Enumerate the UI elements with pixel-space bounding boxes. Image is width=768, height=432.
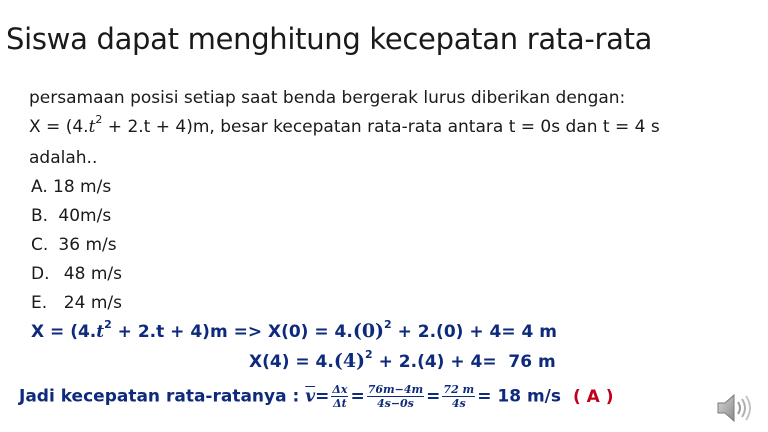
final-result: = 18 m/s bbox=[477, 386, 561, 407]
fraction-denominator: Δt bbox=[333, 397, 347, 410]
option-d bbox=[31, 264, 122, 284]
option-text: 36 m/s bbox=[53, 235, 117, 255]
option-text: 24 m/s bbox=[53, 293, 122, 313]
option-text: 48 m/s bbox=[53, 264, 122, 284]
fraction-substitution bbox=[367, 383, 424, 410]
substituted-value: (4) bbox=[333, 350, 366, 372]
option-letter: E. bbox=[31, 293, 48, 313]
solution-line-1 bbox=[31, 320, 557, 342]
solution-line-2 bbox=[249, 350, 556, 372]
time-variable: t bbox=[88, 117, 96, 137]
solution-text: X(4) = 4. bbox=[249, 352, 334, 372]
conclusion-line bbox=[19, 383, 614, 410]
question-line-1: persamaan posisi setiap saat benda bergerak lurus diberikan dengan: bbox=[29, 88, 626, 108]
position-equation-prefix: X = (4. bbox=[29, 117, 89, 137]
fraction-numerator: Δx bbox=[332, 383, 348, 396]
solution-text: + 2.(4) + 4= 76 m bbox=[372, 352, 556, 372]
option-letter: B. bbox=[31, 206, 49, 226]
average-velocity-symbol: $\overline{v}$ bbox=[305, 386, 316, 407]
equals-sign: = bbox=[350, 386, 365, 407]
question-line-2 bbox=[29, 113, 660, 137]
slide-title: Siswa dapat menghitung kecepatan rata-rata bbox=[6, 22, 653, 56]
solution-text: + 2.t + 4)m => X(0) = 4. bbox=[111, 322, 353, 342]
fraction-numerator: 76m−4m bbox=[367, 383, 424, 396]
speaker-icon[interactable] bbox=[714, 389, 754, 427]
solution-text: + 2.(0) + 4= 4 m bbox=[391, 322, 557, 342]
exponent: 2 bbox=[104, 318, 112, 331]
option-c bbox=[31, 235, 117, 255]
conclusion-label: Jadi kecepatan rata-ratanya : bbox=[19, 386, 306, 407]
option-a bbox=[31, 177, 111, 197]
exponent: 2 bbox=[365, 348, 373, 361]
option-letter: A. bbox=[31, 177, 48, 197]
option-letter: C. bbox=[31, 235, 49, 255]
equals-sign: = bbox=[315, 386, 330, 407]
time-variable: t bbox=[96, 322, 105, 342]
equals-sign: = bbox=[426, 386, 441, 407]
fraction-result bbox=[442, 383, 475, 410]
fraction-denominator: 4s bbox=[451, 397, 466, 410]
option-letter: D. bbox=[31, 264, 50, 284]
option-text: 40m/s bbox=[53, 206, 112, 226]
question-line-3: adalah.. bbox=[29, 148, 98, 168]
exponent: 2 bbox=[95, 113, 103, 126]
position-equation-suffix: + 2.t + 4)m, besar kecepatan rata-rata antara t = 0s dan t = 4 s bbox=[102, 117, 660, 137]
fraction-numerator: 72 m bbox=[443, 383, 475, 396]
exponent: 2 bbox=[384, 318, 392, 331]
fraction-delta bbox=[331, 383, 348, 410]
option-text: 18 m/s bbox=[53, 177, 112, 197]
fraction-denominator: 4s−0s bbox=[376, 397, 414, 410]
option-e bbox=[31, 293, 122, 313]
answer-choice: ( A ) bbox=[572, 386, 614, 407]
solution-text: X = (4. bbox=[31, 322, 97, 342]
substituted-value: (0) bbox=[352, 320, 385, 342]
option-b bbox=[31, 206, 111, 226]
